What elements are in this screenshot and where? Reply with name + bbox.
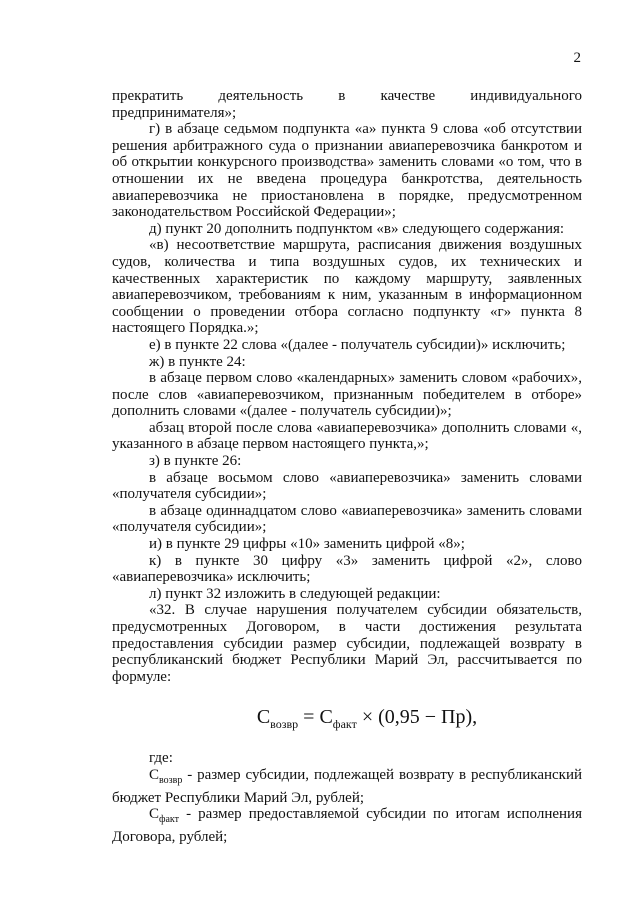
paragraph: абзац второй после слова «авиаперевозчика» дополнить словами «, указанного в абзаце первом настоящего пункта,»; [112,419,582,453]
definition-item [112,767,582,806]
paragraph: в абзаце восьмом слово «авиаперевозчика» заменить словами «получателя субсидии»; [112,469,582,503]
definition-symbol: С [149,766,160,783]
definition-item [112,806,582,845]
paragraph: е) в пункте 22 слова «(далее - получатель субсидии)» исключить; [149,336,566,353]
formula [112,705,582,736]
definition-text: - размер предоставляемой субсидии по итогам исполнения Договора, рублей; [112,806,582,845]
where-label: где: [149,750,173,767]
paragraph: з) в пункте 26: [149,453,242,470]
paragraph: в абзаце первом слово «календарных» заменить словом «рабочих», после слов «авиаперевозчиком, признанным победителем в отборе» дополнить словами «(далее - получатель субсидии)»; [112,370,582,420]
formula-lhs: С [256,706,271,729]
paragraph: к) в пункте 30 цифру «3» заменить цифрой «2», слово «авиаперевозчика» исключить; [112,552,582,586]
paragraph: «32. В случае нарушения получателем субсидии обязательств, предусмотренных Договором, в части достижения результата предоставления субсидии размер субсидии, подлежащей возврату в республиканский бюджет Республики Марий Эл, рассчитывается по формуле: [112,602,582,685]
paragraph: д) пункт 20 дополнить подпунктом «в» следующего содержания: [149,220,565,237]
page-number: 2 [573,50,581,66]
definition-subscript: возвр [159,774,183,786]
paragraph-list [112,88,582,685]
formula-tail: × (0,95 − Пр), [356,706,478,729]
paragraph: «в) несоответствие маршрута, расписания движения воздушных судов, количества и типа воздушных судов, их технических и качественных характеристик по каждому маршруту, заявленных авиаперевозчиком, требованиям к ним, указанным в информационном сообщении о проведении отбора согласно подпункту «г» пункта 8 настоящего Порядка.»; [112,237,582,337]
document-body [112,88,582,845]
definition-list [112,767,582,845]
formula-lhs-sub: возвр [270,717,299,732]
formula-eq: = С [298,706,333,729]
paragraph: в абзаце одиннадцатом слово «авиаперевозчика» заменить словами «получателя субсидии»; [112,502,582,536]
formula-rhs-sub: факт [332,717,357,732]
paragraph: прекратить деятельность в качестве индивидуального предпринимателя»; [112,88,582,121]
definition-text: - размер субсидии, подлежащей возврату в республиканский бюджет Республики Марий Эл, рублей; [112,766,582,806]
definition-subscript: факт [159,814,180,826]
paragraph: ж) в пункте 24: [149,353,246,370]
paragraph: г) в абзаце седьмом подпункта «а» пункта 9 слова «об отсутствии решения арбитражного суда о признании авиаперевозчика банкротом и об открытии конкурсного производства» заменить словами «о том, что в отношении их не введена процедура банкротства, деятельность авиаперевозчика не приостановлена в порядке, предусмотренном законодательством Российской Федерации»; [112,121,582,221]
paragraph: и) в пункте 29 цифры «10» заменить цифрой «8»; [149,536,465,553]
paragraph: л) пункт 32 изложить в следующей редакции: [149,585,441,602]
definition-symbol: С [149,806,160,823]
